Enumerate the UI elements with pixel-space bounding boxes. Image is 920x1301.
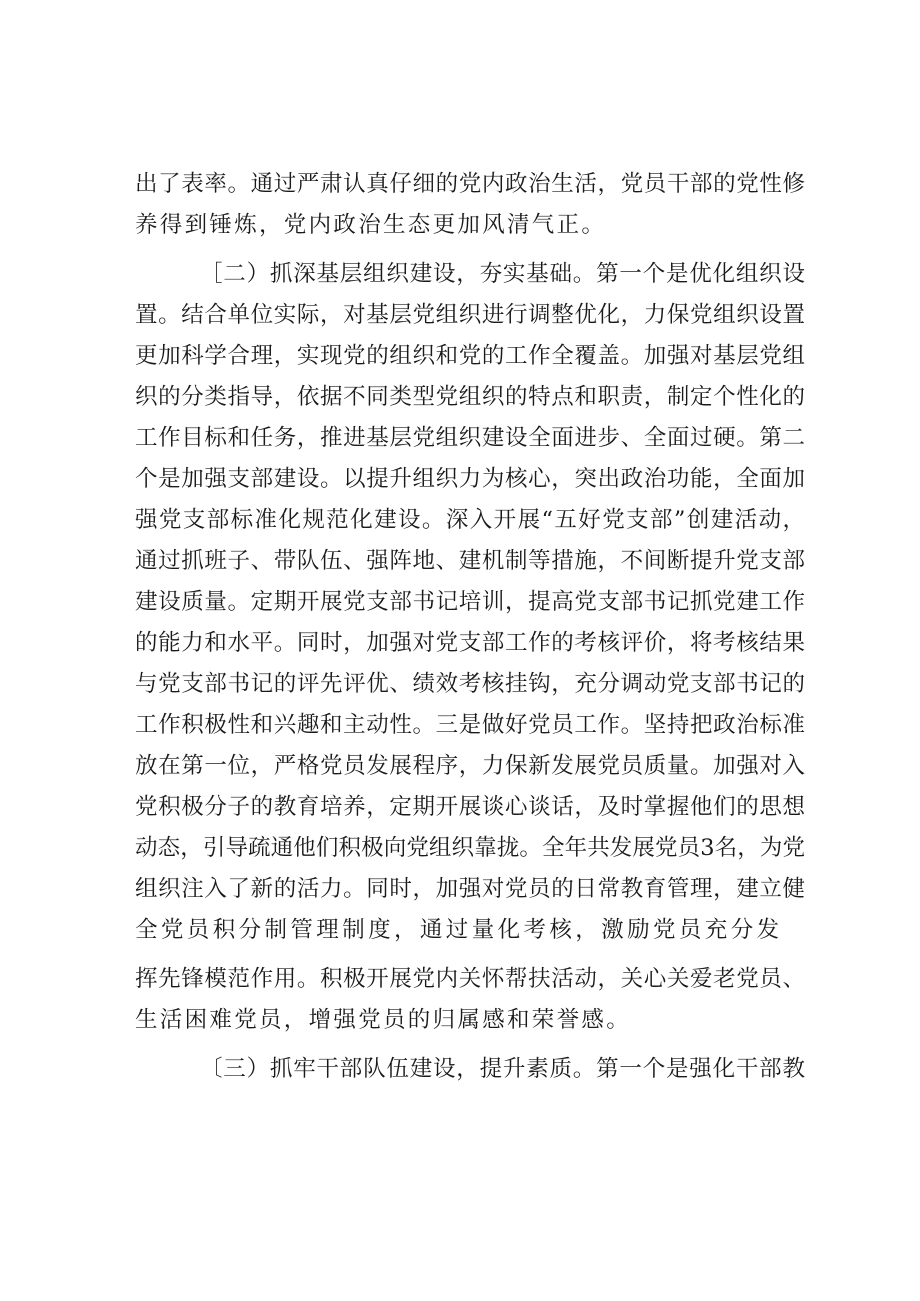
paragraph-line: 组织注入了新的活力。同时，加强对党员的日常教育管理，建立健: [135, 876, 805, 902]
paragraph-line: 工作目标和任务，推进基层党组织建设全面进步、全面过硬。第二: [135, 425, 805, 451]
paragraph-line: 个是加强支部建设。以提升组织力为核心，突出政治功能，全面加: [135, 466, 805, 492]
paragraph-line: 全党员积分制管理制度，通过量化考核，激励党员充分发: [135, 917, 783, 943]
paragraph-line: 出了表率。通过严肃认真仔细的党内政治生活，党员干部的党性修: [135, 171, 805, 197]
paragraph-line: 放在第一位，严格党员发展程序，力保新发展党员质量。加强对入: [135, 753, 805, 779]
paragraph-line: 织的分类指导，依据不同类型党组织的特点和职责，制定个性化的: [135, 384, 805, 410]
paragraph-line: 养得到锤炼，党内政治生态更加风清气正。: [135, 212, 607, 238]
paragraph-line: 动态，引导疏通他们积极向党组织靠拢。全年共发展党员3名，为党: [135, 835, 805, 861]
paragraph-line: 党积极分子的教育培养，定期开展谈心谈话，及时掌握他们的思想: [135, 794, 805, 820]
section-heading-line: ［二）抓深基层组织建设，夯实基础。第一个是优化组织设: [200, 261, 805, 287]
section-heading-line: 〔三）抓牢干部队伍建设，提升素质。第一个是强化干部教: [200, 1056, 805, 1082]
paragraph-line: 强党支部标准化规范化建设。深入开展“五好党支部”创建活动，: [135, 507, 805, 533]
paragraph-line: 置。结合单位实际，对基层党组织进行调整优化，力保党组织设置: [135, 302, 805, 328]
paragraph-line: 的能力和水平。同时，加强对党支部工作的考核评价，将考核结果: [135, 630, 805, 656]
paragraph-line: 工作积极性和兴趣和主动性。三是做好党员工作。坚持把政治标准: [135, 712, 805, 738]
paragraph-line: 与党支部书记的评先评优、绩效考核挂钩，充分调动党支部书记的: [135, 671, 805, 697]
paragraph-line: 生活困难党员，增强党员的归属感和荣誉感。: [135, 1007, 632, 1033]
paragraph-line: 更加科学合理，实现党的组织和党的工作全覆盖。加强对基层党组: [135, 343, 805, 369]
paragraph-line: 通过抓班子、带队伍、强阵地、建机制等措施，不间断提升党支部: [135, 548, 805, 574]
paragraph-line: 挥先锋模范作用。积极开展党内关怀帮扶活动，关心关爱老党员、: [135, 966, 805, 992]
paragraph-line: 建设质量。定期开展党支部书记培训，提高党支部书记抓党建工作: [135, 589, 805, 615]
